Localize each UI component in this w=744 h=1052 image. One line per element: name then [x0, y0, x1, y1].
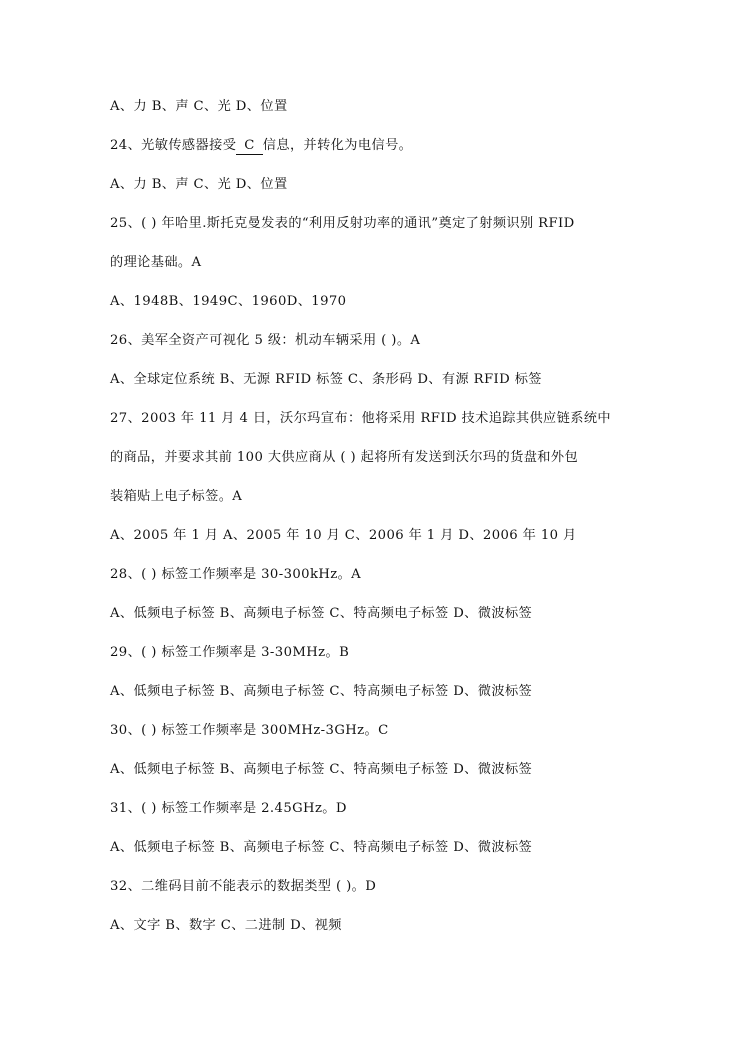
text-line: A、文字 B、数字 C、二进制 D、视频	[110, 918, 342, 933]
text-line: 的商品，并要求其前 100 大供应商从 ( ) 起将所有发送到沃尔玛的货盘和外包	[110, 450, 579, 465]
text-line: A、低频电子标签 B、高频电子标签 C、特高频电子标签 D、微波标签	[110, 840, 533, 855]
text-line: A、低频电子标签 B、高频电子标签 C、特高频电子标签 D、微波标签	[110, 606, 533, 621]
text-line: 32、二维码目前不能表示的数据类型 ( )。D	[110, 879, 377, 894]
text-line: A、2005 年 1 月 A、2005 年 10 月 C、2006 年 1 月 D、2006 年 10 月	[110, 528, 577, 543]
text-line: A、力 B、声 C、光 D、位置	[110, 177, 288, 192]
question-stem-suffix: 信息，并转化为电信号。	[262, 138, 413, 153]
text-line: 的理论基础。A	[110, 255, 202, 270]
text-line: 30、( ) 标签工作频率是 300MHz-3GHz。C	[110, 723, 389, 738]
text-line: A、低频电子标签 B、高频电子标签 C、特高频电子标签 D、微波标签	[110, 684, 533, 699]
text-line: 装箱贴上电子标签。A	[110, 489, 243, 504]
text-line: 27、2003 年 11 月 4 日，沃尔玛宣布：他将采用 RFID 技术追踪其供应链系统中	[110, 411, 611, 426]
text-line: 31、( ) 标签工作频率是 2.45GHz。D	[110, 801, 347, 816]
question-stem: 24、光敏传感器接受	[110, 138, 237, 153]
text-line: A、1948B、1949C、1960D、1970	[110, 294, 347, 309]
text-line: 26、美军全资产可视化 5 级：机动车辆采用 ( )。A	[110, 333, 421, 348]
text-line	[110, 137, 650, 155]
text-line: A、全球定位系统 B、无源 RFID 标签 C、条形码 D、有源 RFID 标签	[110, 372, 542, 387]
text-line: A、低频电子标签 B、高频电子标签 C、特高频电子标签 D、微波标签	[110, 762, 533, 777]
answer-blank: C	[236, 138, 263, 155]
text-line: 28、( ) 标签工作频率是 30-300kHz。A	[110, 567, 362, 582]
text-line: A、力 B、声 C、光 D、位置	[110, 99, 288, 114]
text-line: 29、( ) 标签工作频率是 3-30MHz。B	[110, 645, 350, 660]
text-line: 25、( ) 年哈里.斯托克曼发表的“利用反射功率的通讯”奠定了射频识别 RFID	[110, 216, 575, 231]
